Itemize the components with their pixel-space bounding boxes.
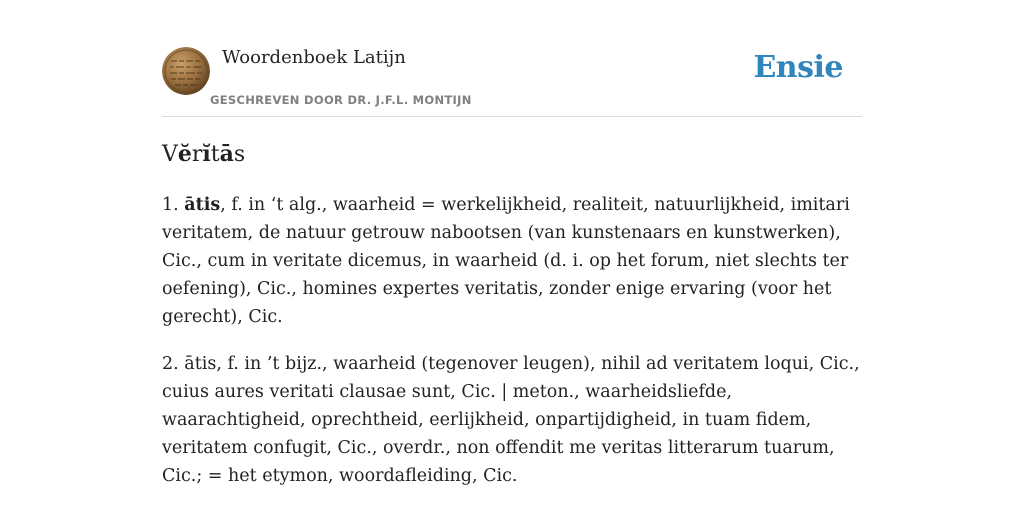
headword-part: s: [233, 142, 246, 167]
entry-content: [162, 138, 862, 509]
entry-header: [162, 44, 862, 117]
author-line[interactable]: GESCHREVEN DOOR DR. J.F.L. MONTIJN: [210, 93, 472, 107]
headword-part: ĭ: [202, 141, 211, 167]
sense-text: , f. in ‘t alg., waarheid = werkelijkheid, realiteit, natuurlijkheid, imitari veritatem, de natuur getrouw nabootsen (van kunstenaars en kunstwerken), Cic., cum in veritate dicemus, in waarheid (d. i. op het forum, niet slechts ter oefening), Cic., homines expertes veritatis, zonder enige ervaring (voor het gerecht), Cic.: [162, 195, 850, 327]
headword: [162, 138, 862, 171]
sense-text: , f. in ’t bijz., waarheid (tegenover leugen), nihil ad veritatem loqui, Cic., cuius aures veritati clausae sunt, Cic. | meton., waarheidsliefde, waarachtigheid, oprechtheid, eerlijkheid, onpartijdigheid, in tuam fidem, veritatem confugit, Cic., overdr., non offendit me veritas litterarum tuarum, Cic.; = het etymon, woordafleiding, Cic.: [162, 354, 860, 486]
sense-paragraph: [162, 191, 862, 331]
coin-inscription-icon: [162, 47, 210, 95]
headword-part: ā: [219, 141, 234, 167]
sense-number: 1.: [162, 195, 179, 215]
sense-number: 2.: [162, 354, 179, 374]
book-cover-avatar[interactable]: [162, 47, 210, 95]
sense-paragraph: [162, 350, 862, 490]
book-title[interactable]: Woordenboek Latijn: [222, 47, 406, 68]
headword-part: r: [191, 142, 203, 167]
sense-ending: ātis: [184, 354, 217, 374]
headword-part: V: [162, 142, 178, 167]
headword-part: ĕ: [177, 141, 192, 167]
sense-ending: ātis: [184, 195, 221, 215]
brand-logo[interactable]: Ensie: [753, 50, 843, 85]
headword-part: t: [210, 142, 220, 167]
